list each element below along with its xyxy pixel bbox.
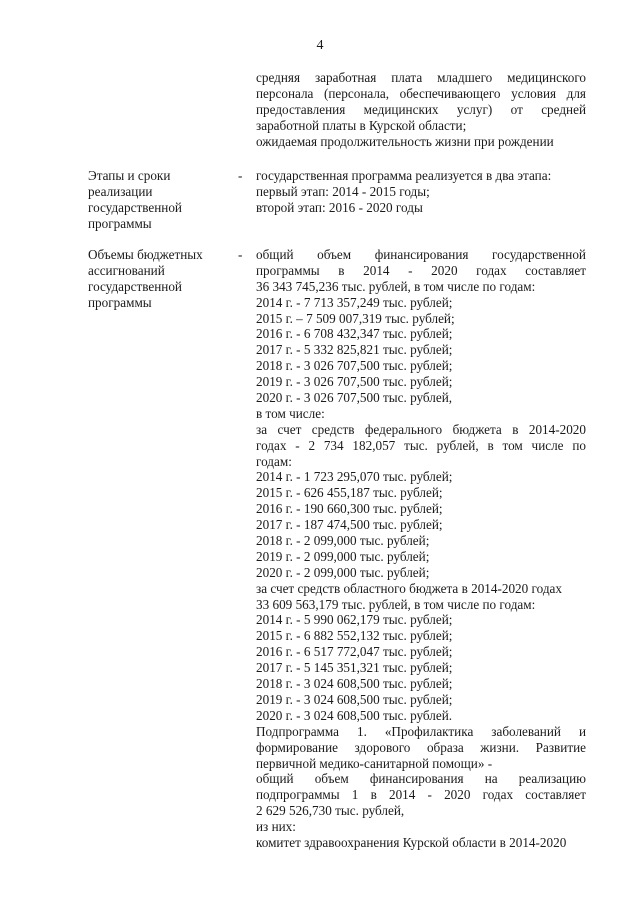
text-line: 36 343 745,236 тыс. рублей, в том числе по годам:	[256, 278, 536, 294]
label-line: государственной	[88, 199, 182, 215]
text-line: 2020 г. - 3 024 608,500 тыс. рублей.	[256, 707, 453, 723]
text-line: программы в 2014 - 2020 годах составляет	[256, 262, 586, 278]
intro-text	[256, 70, 586, 149]
text-line: подпрограммы 1 в 2014 - 2020 годах составляет	[256, 787, 586, 803]
budget-label	[88, 247, 228, 311]
text-line: 2020 г. - 3 026 707,500 тыс. рублей,	[256, 390, 453, 406]
text-line: заработной платы в Курской области;	[256, 117, 467, 133]
text-line: 2015 г. - 626 455,187 тыс. рублей;	[256, 485, 443, 501]
text-line: годам:	[256, 453, 292, 469]
text-line: общий объем финансирования государственной	[256, 247, 586, 262]
text-line: 2017 г. - 187 474,500 тыс. рублей;	[256, 517, 443, 533]
label-line: реализации	[88, 183, 153, 199]
text-line: годах - 2 734 182,057 тыс. рублей, в том числе по	[256, 437, 586, 453]
text-line: 2016 г. - 6 517 772,047 тыс. рублей;	[256, 644, 453, 660]
text-line: в том числе:	[256, 405, 325, 421]
text-line: 2019 г. - 3 026 707,500 тыс. рублей;	[256, 374, 453, 390]
text-line: 2017 г. - 5 332 825,821 тыс. рублей;	[256, 342, 453, 358]
text-line: ожидаемая продолжительность жизни при рождении	[256, 133, 554, 149]
text-line: за счет средств областного бюджета в 2014-2020 годах	[256, 580, 562, 596]
text-line: 33 609 563,179 тыс. рублей, в том числе по годам:	[256, 596, 536, 612]
text-line: 2018 г. - 2 099,000 тыс. рублей;	[256, 533, 430, 549]
label-line: программы	[88, 294, 152, 310]
text-line: 2018 г. - 3 024 608,500 тыс. рублей;	[256, 676, 453, 692]
text-line: 2019 г. - 2 099,000 тыс. рублей;	[256, 548, 430, 564]
text-line: 2014 г. - 1 723 295,070 тыс. рублей;	[256, 469, 453, 485]
text-line: 2014 г. - 7 713 357,249 тыс. рублей;	[256, 294, 453, 310]
text-line: первичной медико-санитарной помощи» -	[256, 755, 493, 771]
text-line: государственная программа реализуется в два этапа:	[256, 168, 552, 183]
budget-text	[256, 247, 586, 851]
text-line: 2015 г. – 7 509 007,319 тыс. рублей;	[256, 310, 455, 326]
text-line: Подпрограмма 1. «Профилактика заболеваний и	[256, 723, 586, 739]
stages-label	[88, 168, 228, 232]
text-line: формирование здорового образа жизни. Развитие	[256, 739, 586, 755]
page-number: 4	[316, 38, 324, 53]
label-line: государственной	[88, 278, 182, 294]
text-line: 2016 г. - 190 660,300 тыс. рублей;	[256, 501, 443, 517]
label-line: ассигнований	[88, 262, 165, 278]
text-line: 2015 г. - 6 882 552,132 тыс. рублей;	[256, 628, 453, 644]
text-line: первый этап: 2014 - 2015 годы;	[256, 183, 430, 199]
text-line: за счет средств федерального бюджета в 2014-2020	[256, 421, 586, 437]
text-line: из них:	[256, 819, 296, 835]
stages-dash: -	[238, 168, 243, 183]
text-line: общий объем финансирования на реализацию	[256, 771, 586, 787]
text-line: 2 629 526,730 тыс. рублей,	[256, 803, 405, 819]
text-line: 2016 г. - 6 708 432,347 тыс. рублей;	[256, 326, 453, 342]
text-line: предоставления медицинских услуг) от средней	[256, 101, 586, 117]
text-line: 2020 г. - 2 099,000 тыс. рублей;	[256, 564, 430, 580]
text-line: персонала (персонала, обеспечивающего условия для	[256, 85, 586, 101]
label-line: Объемы бюджетных	[88, 247, 203, 262]
label-line: Этапы и сроки	[88, 168, 171, 183]
text-line: второй этап: 2016 - 2020 годы	[256, 199, 423, 215]
text-line: комитет здравоохранения Курской области в 2014-2020	[256, 834, 567, 850]
text-line: 2019 г. - 3 024 608,500 тыс. рублей;	[256, 691, 453, 707]
label-line: программы	[88, 215, 152, 231]
stages-text	[256, 168, 586, 216]
text-line: средняя заработная плата младшего медицинского	[256, 70, 586, 85]
text-line: 2014 г. - 5 990 062,179 тыс. рублей;	[256, 612, 453, 628]
text-line: 2018 г. - 3 026 707,500 тыс. рублей;	[256, 358, 453, 374]
budget-dash: -	[238, 247, 243, 262]
text-line: 2017 г. - 5 145 351,321 тыс. рублей;	[256, 660, 453, 676]
